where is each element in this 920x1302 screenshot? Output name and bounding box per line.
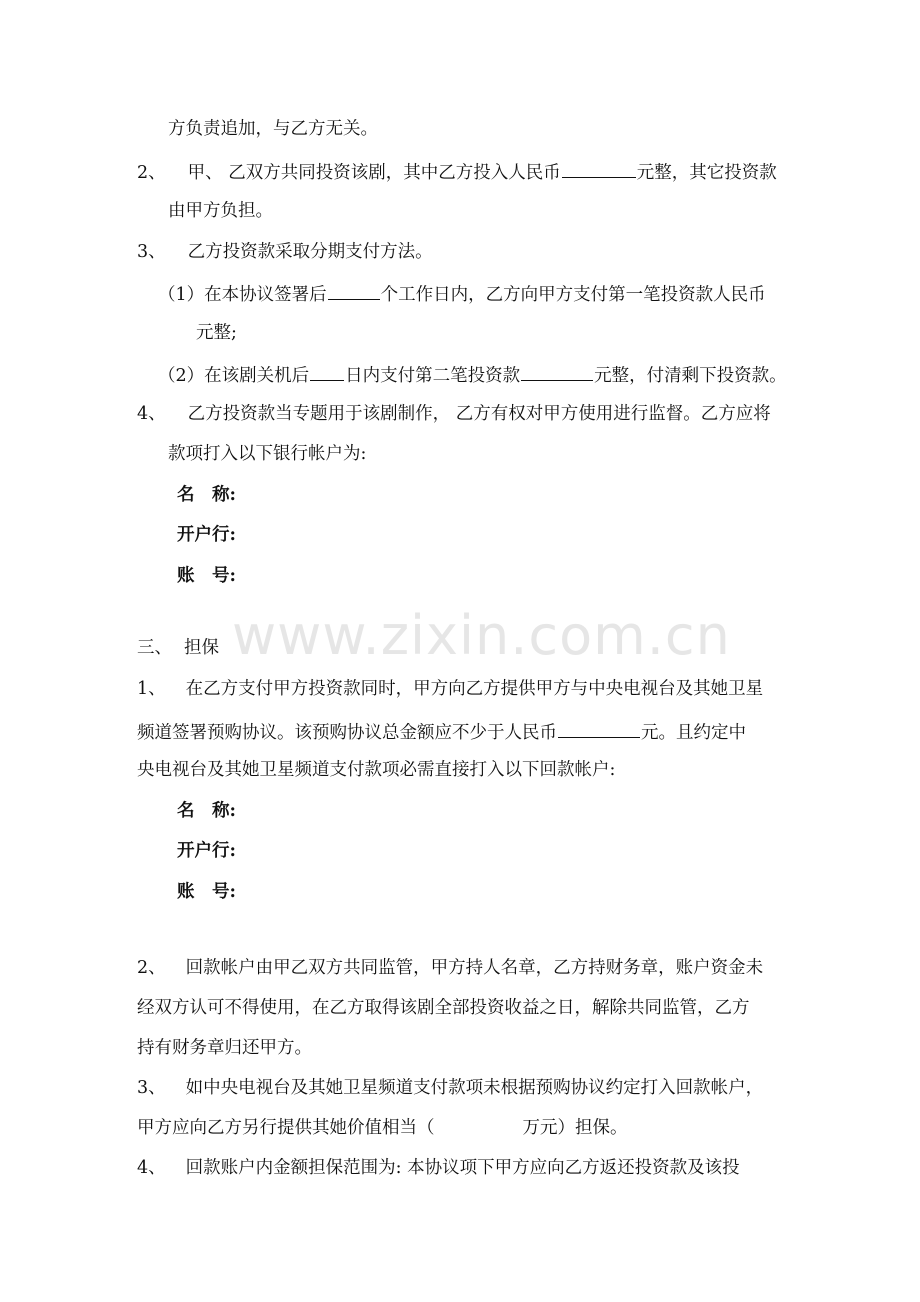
text: 元整; [196, 323, 237, 343]
bank-branch-label: 开户行: [177, 525, 236, 545]
clause-3-line [137, 241, 433, 263]
text: 频道签署预购协议。该预购协议总金额应不少于人民币 [137, 723, 557, 743]
clause-3-2-line [158, 362, 787, 387]
guarantee-2-line-2 [137, 997, 750, 1019]
text: 甲方应向乙方另行提供其她价值相当（ [137, 1118, 435, 1138]
text: （2）在该剧关机后 [158, 366, 310, 386]
guarantee-1-line-3 [137, 759, 615, 781]
clause-2-line-2 [168, 200, 273, 222]
text: 款项打入以下银行帐户为: [168, 444, 367, 464]
text: 元。且约定中 [641, 723, 746, 743]
clause-2-line-1 [137, 159, 777, 184]
guarantee-1-line-2 [137, 719, 746, 744]
text: 经双方认可不得使用，在乙方取得该剧全部投资收益之日，解除共同监管，乙方 [137, 998, 750, 1018]
clause-number: 1、 [137, 679, 166, 699]
clause-3-1-line-1 [158, 281, 766, 306]
bank-account-label: 账 号: [177, 566, 236, 586]
bank-account-label: 账 号: [177, 882, 236, 902]
guarantee-2-line-1 [137, 957, 763, 979]
blank-field [328, 281, 380, 300]
section-title: 担保 [184, 638, 219, 658]
text: 回款账户内金额担保范围为: 本协议项下甲方应向乙方返还投资款及该投 [185, 1158, 740, 1178]
bank-name-label: 名 称: [177, 485, 236, 505]
blank-field [562, 159, 636, 178]
text: 元整，付清剩下投资款。 [594, 366, 787, 386]
blank-field [558, 719, 640, 738]
clause-number: 3、 [137, 1078, 166, 1098]
blank-field [310, 362, 344, 381]
bank-branch-label: 开户行: [177, 841, 236, 861]
bank-name-label: 名 称: [177, 801, 236, 821]
guarantee-3-line-1 [137, 1077, 763, 1099]
clause-3-1-line-2 [196, 322, 237, 344]
section-number: 三、 [137, 638, 172, 658]
blank-field [521, 362, 593, 381]
text: 央电视台及其她卫星频道支付款项必需直接打入以下回款帐户: [137, 760, 616, 780]
clause-number: 3、 [137, 242, 166, 262]
text: 回款帐户由甲乙双方共同监管，甲方持人名章，乙方持财务章，账户资金未 [185, 958, 764, 978]
watermark: www.zixin.com.cn [232, 604, 731, 667]
guarantee-4-line-1 [137, 1157, 740, 1179]
text: 乙方投资款当专题用于该剧制作， 乙方有权对甲方使用进行监督。乙方应将 [187, 404, 771, 424]
paragraph-line [168, 118, 378, 140]
clause-4-line-2 [168, 443, 366, 465]
text: 如中央电视台及其她卫星频道支付款项未根据预购协议约定打入回款帐户， [185, 1078, 764, 1098]
text: 在乙方支付甲方投资款同时，甲方向乙方提供甲方与中央电视台及其她卫星 [185, 679, 764, 699]
text: 乙方投资款采取分期支付方法。 [187, 242, 433, 262]
text: 个工作日内，乙方向甲方支付第一笔投资款人民币 [380, 285, 766, 305]
clause-number: 2、 [137, 958, 166, 978]
clause-number: 4、 [137, 1158, 166, 1178]
text: 持有财务章归还甲方。 [137, 1038, 312, 1058]
section-3-heading [137, 637, 219, 659]
clause-4-line-1 [137, 403, 771, 425]
clause-number: 2、 [137, 163, 166, 183]
text: 由甲方负担。 [168, 201, 273, 221]
guarantee-2-line-3 [137, 1037, 312, 1059]
text: 日内支付第二笔投资款 [345, 366, 521, 386]
text: （1）在本协议签署后 [158, 285, 327, 305]
guarantee-1-line-1 [137, 678, 763, 700]
text: 元整，其它投资款 [636, 163, 777, 183]
text: 万元）担保。 [522, 1118, 628, 1138]
text: 方负责追加，与乙方无关。 [168, 119, 378, 139]
clause-number: 4、 [137, 404, 166, 424]
text: 甲、 乙双方共同投资该剧，其中乙方投入人民币 [187, 163, 561, 183]
guarantee-3-line-2 [137, 1117, 628, 1139]
